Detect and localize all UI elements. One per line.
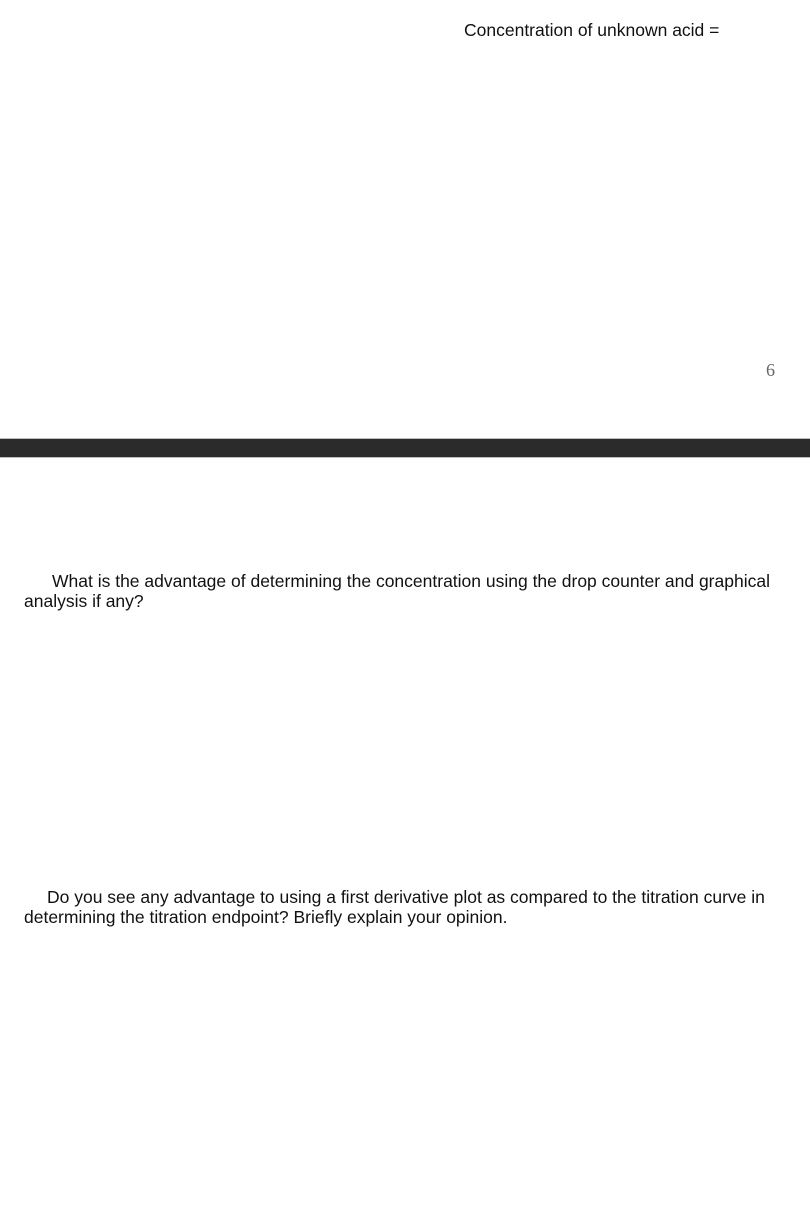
question-first-derivative-advantage bbox=[24, 887, 784, 927]
page-separator bbox=[0, 438, 810, 458]
page-number: 6 bbox=[766, 360, 775, 380]
question-text: Do you see any advantage to using a first derivative plot as compared to the titration curve in determining the titration endpoint? Briefly explain your opinion. bbox=[24, 887, 765, 927]
question-drop-counter-advantage bbox=[24, 571, 784, 611]
concentration-label: Concentration of unknown acid = bbox=[464, 20, 720, 40]
question-text: What is the advantage of determining the concentration using the drop counter and graphical analysis if any? bbox=[24, 571, 770, 611]
document-page-lower bbox=[0, 458, 810, 1206]
document-page-upper bbox=[0, 0, 810, 438]
